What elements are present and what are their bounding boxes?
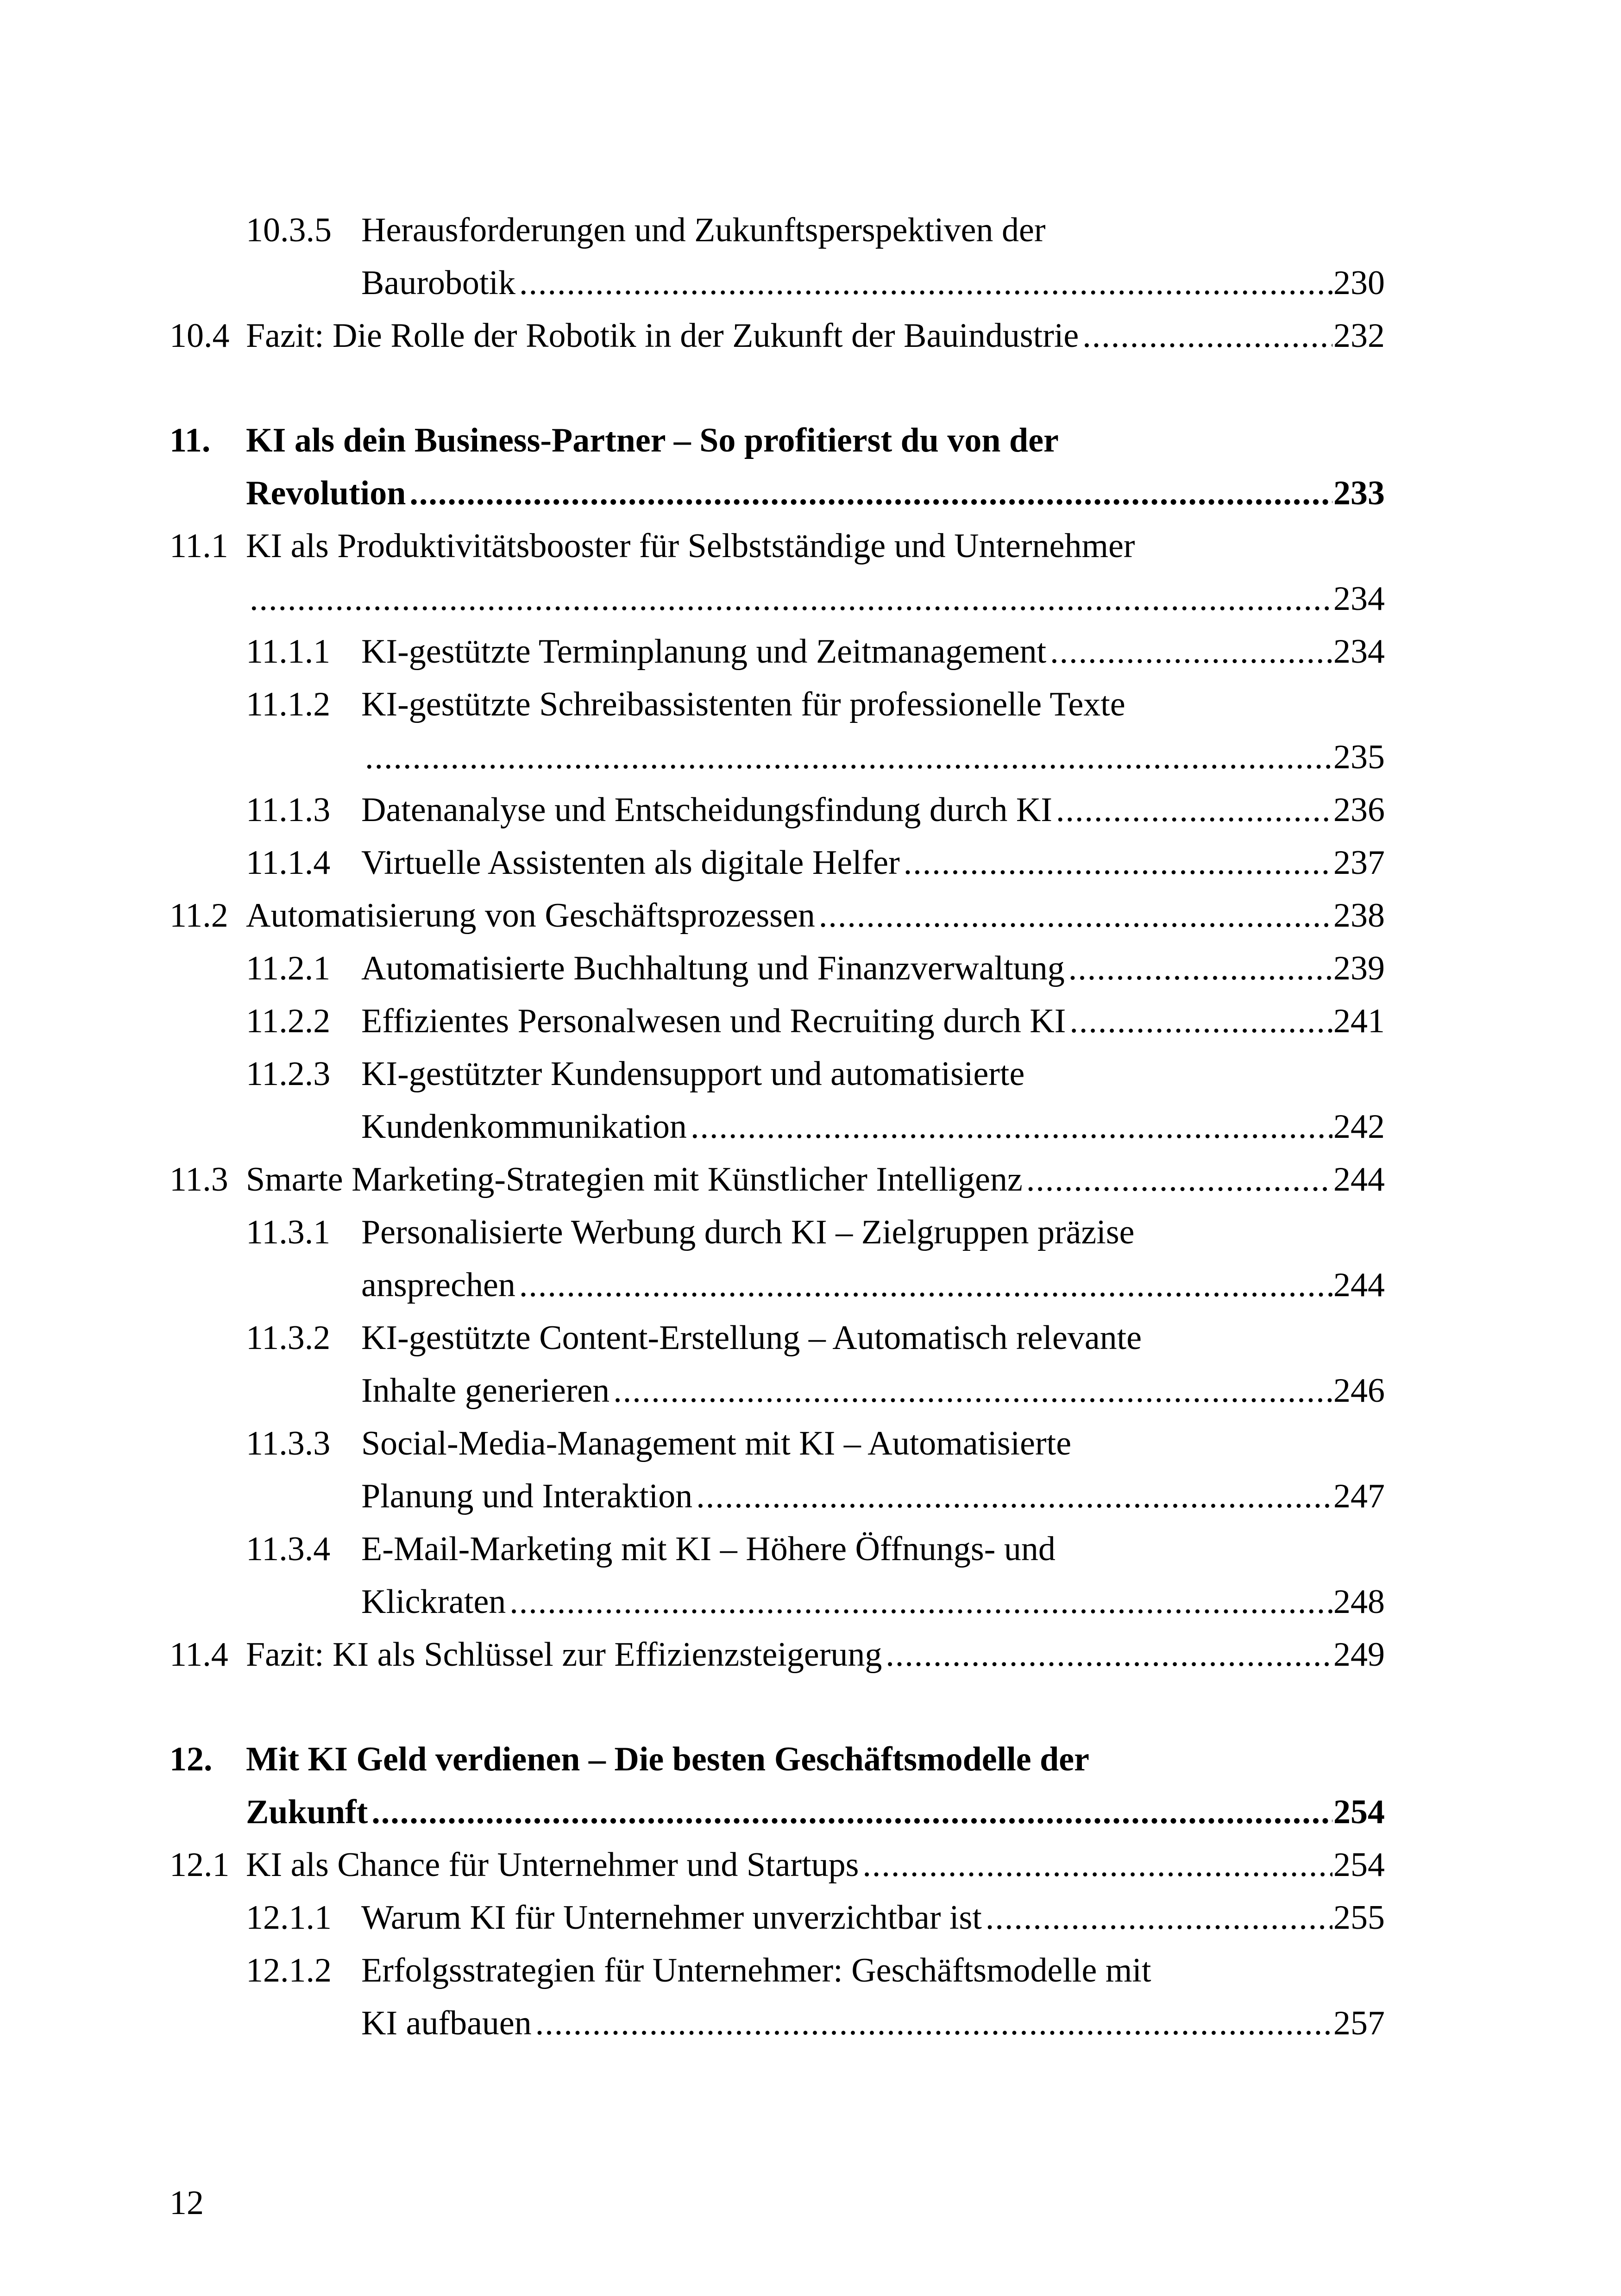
toc-entry-body <box>361 1206 1385 1311</box>
toc-entry-title: Automatisierung von Geschäftsprozessen <box>246 897 815 935</box>
toc-entry-title: Erfolgsstrategien für Unternehmer: Geschäftsmodelle mit <box>361 1951 1151 1989</box>
toc-entry-number: 11. <box>170 421 211 459</box>
toc-entry-number: 11.2.2 <box>246 1002 331 1040</box>
table-of-contents <box>170 204 1385 2050</box>
toc-entry-line <box>361 1048 1385 1100</box>
toc-entry <box>170 889 1385 942</box>
toc-entry-body <box>361 784 1385 836</box>
toc-entry <box>170 1153 1385 1206</box>
toc-entry-line <box>361 1311 1385 1364</box>
toc-entry-body <box>246 1838 1385 1891</box>
toc-entry-title: Revolution <box>246 474 406 512</box>
toc-entry-page-number: 254 <box>1333 1793 1385 1831</box>
dot-leader <box>519 257 1332 309</box>
toc-entry-line <box>361 836 1385 889</box>
toc-entry-number: 11.3.2 <box>246 1319 331 1357</box>
toc-entry-body <box>361 678 1385 784</box>
toc-entry-line <box>246 572 1385 625</box>
toc-entry-title: Zukunft <box>246 1793 368 1831</box>
toc-entry-title: Personalisierte Werbung durch KI – Zielgruppen präzise <box>361 1213 1135 1251</box>
toc-entry-line <box>361 1470 1385 1523</box>
toc-entry-line <box>361 1575 1385 1628</box>
toc-entry-body <box>361 1417 1385 1523</box>
toc-entry <box>246 1944 1385 2050</box>
toc-entry-title: Warum KI für Unternehmer unverzichtbar ist <box>361 1899 982 1937</box>
toc-entry-title: Fazit: Die Rolle der Robotik in der Zukunft der Bauindustrie <box>246 317 1079 355</box>
toc-entry-title: KI als dein Business-Partner – So profitierst du von der <box>246 421 1059 459</box>
toc-entry-page-number: 244 <box>1333 1266 1385 1304</box>
toc-entry-title: Baurobotik <box>361 264 515 302</box>
toc-entry-line <box>361 784 1385 836</box>
toc-entry-page-number: 241 <box>1333 1002 1385 1040</box>
toc-entry <box>170 1838 1385 1891</box>
toc-entry-title: KI-gestützte Content-Erstellung – Automatisch relevante <box>361 1319 1142 1357</box>
dot-leader <box>696 1470 1332 1523</box>
toc-entry-title: Smarte Marketing-Strategien mit Künstlicher Intelligenz <box>246 1161 1023 1198</box>
toc-entry-line <box>361 731 1385 784</box>
toc-entry-line <box>361 1944 1385 1997</box>
dot-leader <box>519 1259 1332 1311</box>
toc-entry-number: 11.1.2 <box>246 685 331 723</box>
toc-entry-number: 11.4 <box>170 1636 228 1674</box>
toc-entry <box>170 1628 1385 1681</box>
toc-entry-page-number: 230 <box>1333 264 1385 302</box>
toc-entry <box>246 1206 1385 1311</box>
toc-entry-page-number: 235 <box>1333 738 1385 776</box>
dot-leader <box>613 1364 1332 1417</box>
toc-entry-line <box>361 1259 1385 1311</box>
dot-leader <box>691 1100 1332 1153</box>
dot-leader <box>1050 625 1332 678</box>
dot-leader <box>862 1838 1332 1891</box>
toc-entry-body <box>361 1523 1385 1628</box>
toc-entry-body <box>361 942 1385 995</box>
toc-entry-number: 11.3.3 <box>246 1424 331 1462</box>
toc-entry <box>170 414 1385 520</box>
toc-entry <box>246 836 1385 889</box>
toc-entry <box>246 625 1385 678</box>
toc-entry-page-number: 232 <box>1333 317 1385 355</box>
dot-leader <box>250 572 1332 625</box>
toc-entry-title: Virtuelle Assistenten als digitale Helfer <box>361 844 900 882</box>
toc-entry-title: Inhalte generieren <box>361 1372 610 1410</box>
toc-entry-title: KI als Chance für Unternehmer und Startups <box>246 1846 859 1884</box>
toc-entry <box>246 942 1385 995</box>
toc-entry-body <box>361 625 1385 678</box>
toc-entry-page-number: 239 <box>1333 949 1385 987</box>
toc-entry-page-number: 234 <box>1333 633 1385 671</box>
toc-entry-body <box>361 995 1385 1048</box>
toc-entry-title: ansprechen <box>361 1266 515 1304</box>
toc-entry-line <box>361 1206 1385 1259</box>
toc-entry-body <box>246 1153 1385 1206</box>
toc-entry-title: Datenanalyse und Entscheidungsfindung durch KI <box>361 791 1052 829</box>
toc-entry-title: E-Mail-Marketing mit KI – Höhere Öffnungs- und <box>361 1530 1056 1568</box>
dot-leader <box>365 731 1332 784</box>
toc-entry-number: 11.2.3 <box>246 1055 331 1093</box>
toc-entry-body <box>246 309 1385 362</box>
toc-entry-number: 12.1 <box>170 1846 230 1884</box>
dot-leader <box>904 836 1332 889</box>
dot-leader <box>509 1575 1332 1628</box>
toc-entry-page-number: 238 <box>1333 897 1385 935</box>
toc-entry-body <box>361 1048 1385 1153</box>
toc-entry-number: 11.1.1 <box>246 633 331 671</box>
toc-entry-line <box>246 309 1385 362</box>
toc-entry-title: KI-gestützte Schreibassistenten für professionelle Texte <box>361 685 1125 723</box>
toc-entry <box>170 1733 1385 1838</box>
toc-entry-body <box>361 1891 1385 1944</box>
toc-entry-line <box>361 1417 1385 1470</box>
toc-entry-line <box>361 995 1385 1048</box>
toc-entry-number: 12.1.1 <box>246 1899 332 1937</box>
toc-entry-number: 10.3.5 <box>246 211 332 249</box>
toc-entry-number: 11.1 <box>170 527 228 565</box>
toc-entry-title: KI-gestützter Kundensupport und automatisierte <box>361 1055 1025 1093</box>
toc-entry-title: Social-Media-Management mit KI – Automatisierte <box>361 1424 1072 1462</box>
toc-entry-page-number: 233 <box>1333 474 1385 512</box>
toc-entry <box>246 204 1385 309</box>
toc-entry <box>246 678 1385 784</box>
toc-entry-page-number: 248 <box>1333 1583 1385 1621</box>
toc-entry-number: 12.1.2 <box>246 1951 332 1989</box>
toc-entry-body <box>246 414 1385 520</box>
toc-entry-line <box>361 1100 1385 1153</box>
toc-entry-page-number: 249 <box>1333 1636 1385 1674</box>
toc-entry-body <box>246 1628 1385 1681</box>
dot-leader <box>1068 942 1332 995</box>
toc-entry <box>246 1891 1385 1944</box>
dot-leader <box>535 1997 1332 2050</box>
toc-entry <box>246 784 1385 836</box>
toc-entry-line <box>361 625 1385 678</box>
toc-entry-body <box>246 520 1385 625</box>
toc-entry-number: 11.2.1 <box>246 949 331 987</box>
toc-entry-number: 11.3.1 <box>246 1213 331 1251</box>
toc-entry-line <box>361 1523 1385 1575</box>
dot-leader <box>371 1786 1332 1838</box>
toc-entry-number: 10.4 <box>170 317 230 355</box>
toc-entry-number: 11.2 <box>170 897 228 935</box>
toc-entry-page-number: 237 <box>1333 844 1385 882</box>
toc-entry-body <box>361 1311 1385 1417</box>
toc-entry-title: KI-gestützte Terminplanung und Zeitmanagement <box>361 633 1047 671</box>
toc-entry-page-number: 242 <box>1333 1108 1385 1146</box>
toc-entry-line <box>246 1628 1385 1681</box>
dot-leader <box>1026 1153 1332 1206</box>
toc-entry-title: Mit KI Geld verdienen – Die besten Geschäftsmodelle der <box>246 1740 1089 1778</box>
toc-entry-line <box>246 1733 1385 1786</box>
toc-entry-line <box>246 1838 1385 1891</box>
toc-entry-number: 11.1.3 <box>246 791 331 829</box>
toc-entry-line <box>361 678 1385 731</box>
toc-entry-number: 11.1.4 <box>246 844 331 882</box>
toc-entry-line <box>361 942 1385 995</box>
toc-entry-body <box>246 889 1385 942</box>
toc-entry-line <box>246 889 1385 942</box>
toc-entry-line <box>361 1891 1385 1944</box>
toc-entry-page-number: 244 <box>1333 1161 1385 1198</box>
toc-entry <box>246 995 1385 1048</box>
toc-entry <box>246 1048 1385 1153</box>
toc-entry-line <box>246 1153 1385 1206</box>
dot-leader <box>819 889 1332 942</box>
toc-entry-line <box>246 1786 1385 1838</box>
toc-entry-number: 11.3.4 <box>246 1530 331 1568</box>
toc-entry-title: Effizientes Personalwesen und Recruiting durch KI <box>361 1002 1066 1040</box>
dot-leader <box>1056 784 1332 836</box>
toc-entry-title: KI aufbauen <box>361 2004 532 2042</box>
toc-entry-page-number: 247 <box>1333 1477 1385 1515</box>
dot-leader <box>1069 995 1332 1048</box>
toc-entry <box>246 1311 1385 1417</box>
toc-entry-line <box>361 1364 1385 1417</box>
toc-entry-title: KI als Produktivitätsbooster für Selbstständige und Unternehmer <box>246 527 1135 565</box>
toc-entry-page-number: 257 <box>1333 2004 1385 2042</box>
toc-entry <box>170 309 1385 362</box>
toc-entry-body <box>361 204 1385 309</box>
toc-entry-body <box>361 836 1385 889</box>
toc-entry-title: Kundenkommunikation <box>361 1108 687 1146</box>
toc-entry-title: Planung und Interaktion <box>361 1477 693 1515</box>
dot-leader <box>1082 309 1332 362</box>
toc-entry-title: Klickraten <box>361 1583 506 1621</box>
toc-entry-page-number: 234 <box>1333 580 1385 618</box>
page-number-footer: 12 <box>170 2184 204 2222</box>
toc-entry-line <box>246 414 1385 467</box>
toc-entry-number: 11.3 <box>170 1161 228 1198</box>
toc-entry-page-number: 254 <box>1333 1846 1385 1884</box>
toc-entry <box>170 520 1385 625</box>
toc-entry-page-number: 236 <box>1333 791 1385 829</box>
toc-entry-title: Herausforderungen und Zukunftsperspektiven der <box>361 211 1046 249</box>
toc-entry-title: Fazit: KI als Schlüssel zur Effizienzsteigerung <box>246 1636 882 1674</box>
toc-entry-line <box>361 257 1385 309</box>
toc-entry-body <box>246 1733 1385 1838</box>
toc-entry-line <box>361 1997 1385 2050</box>
dot-leader <box>986 1891 1332 1944</box>
toc-entry-line <box>246 520 1385 572</box>
toc-entry-line <box>246 467 1385 520</box>
toc-entry-number: 12. <box>170 1740 213 1778</box>
toc-entry-page-number: 246 <box>1333 1372 1385 1410</box>
toc-entry-body <box>361 1944 1385 2050</box>
toc-entry-page-number: 255 <box>1333 1899 1385 1937</box>
toc-entry <box>246 1523 1385 1628</box>
dot-leader <box>886 1628 1332 1681</box>
toc-entry-title: Automatisierte Buchhaltung und Finanzverwaltung <box>361 949 1065 987</box>
toc-entry-line <box>361 204 1385 257</box>
dot-leader <box>409 467 1332 520</box>
toc-entry <box>246 1417 1385 1523</box>
